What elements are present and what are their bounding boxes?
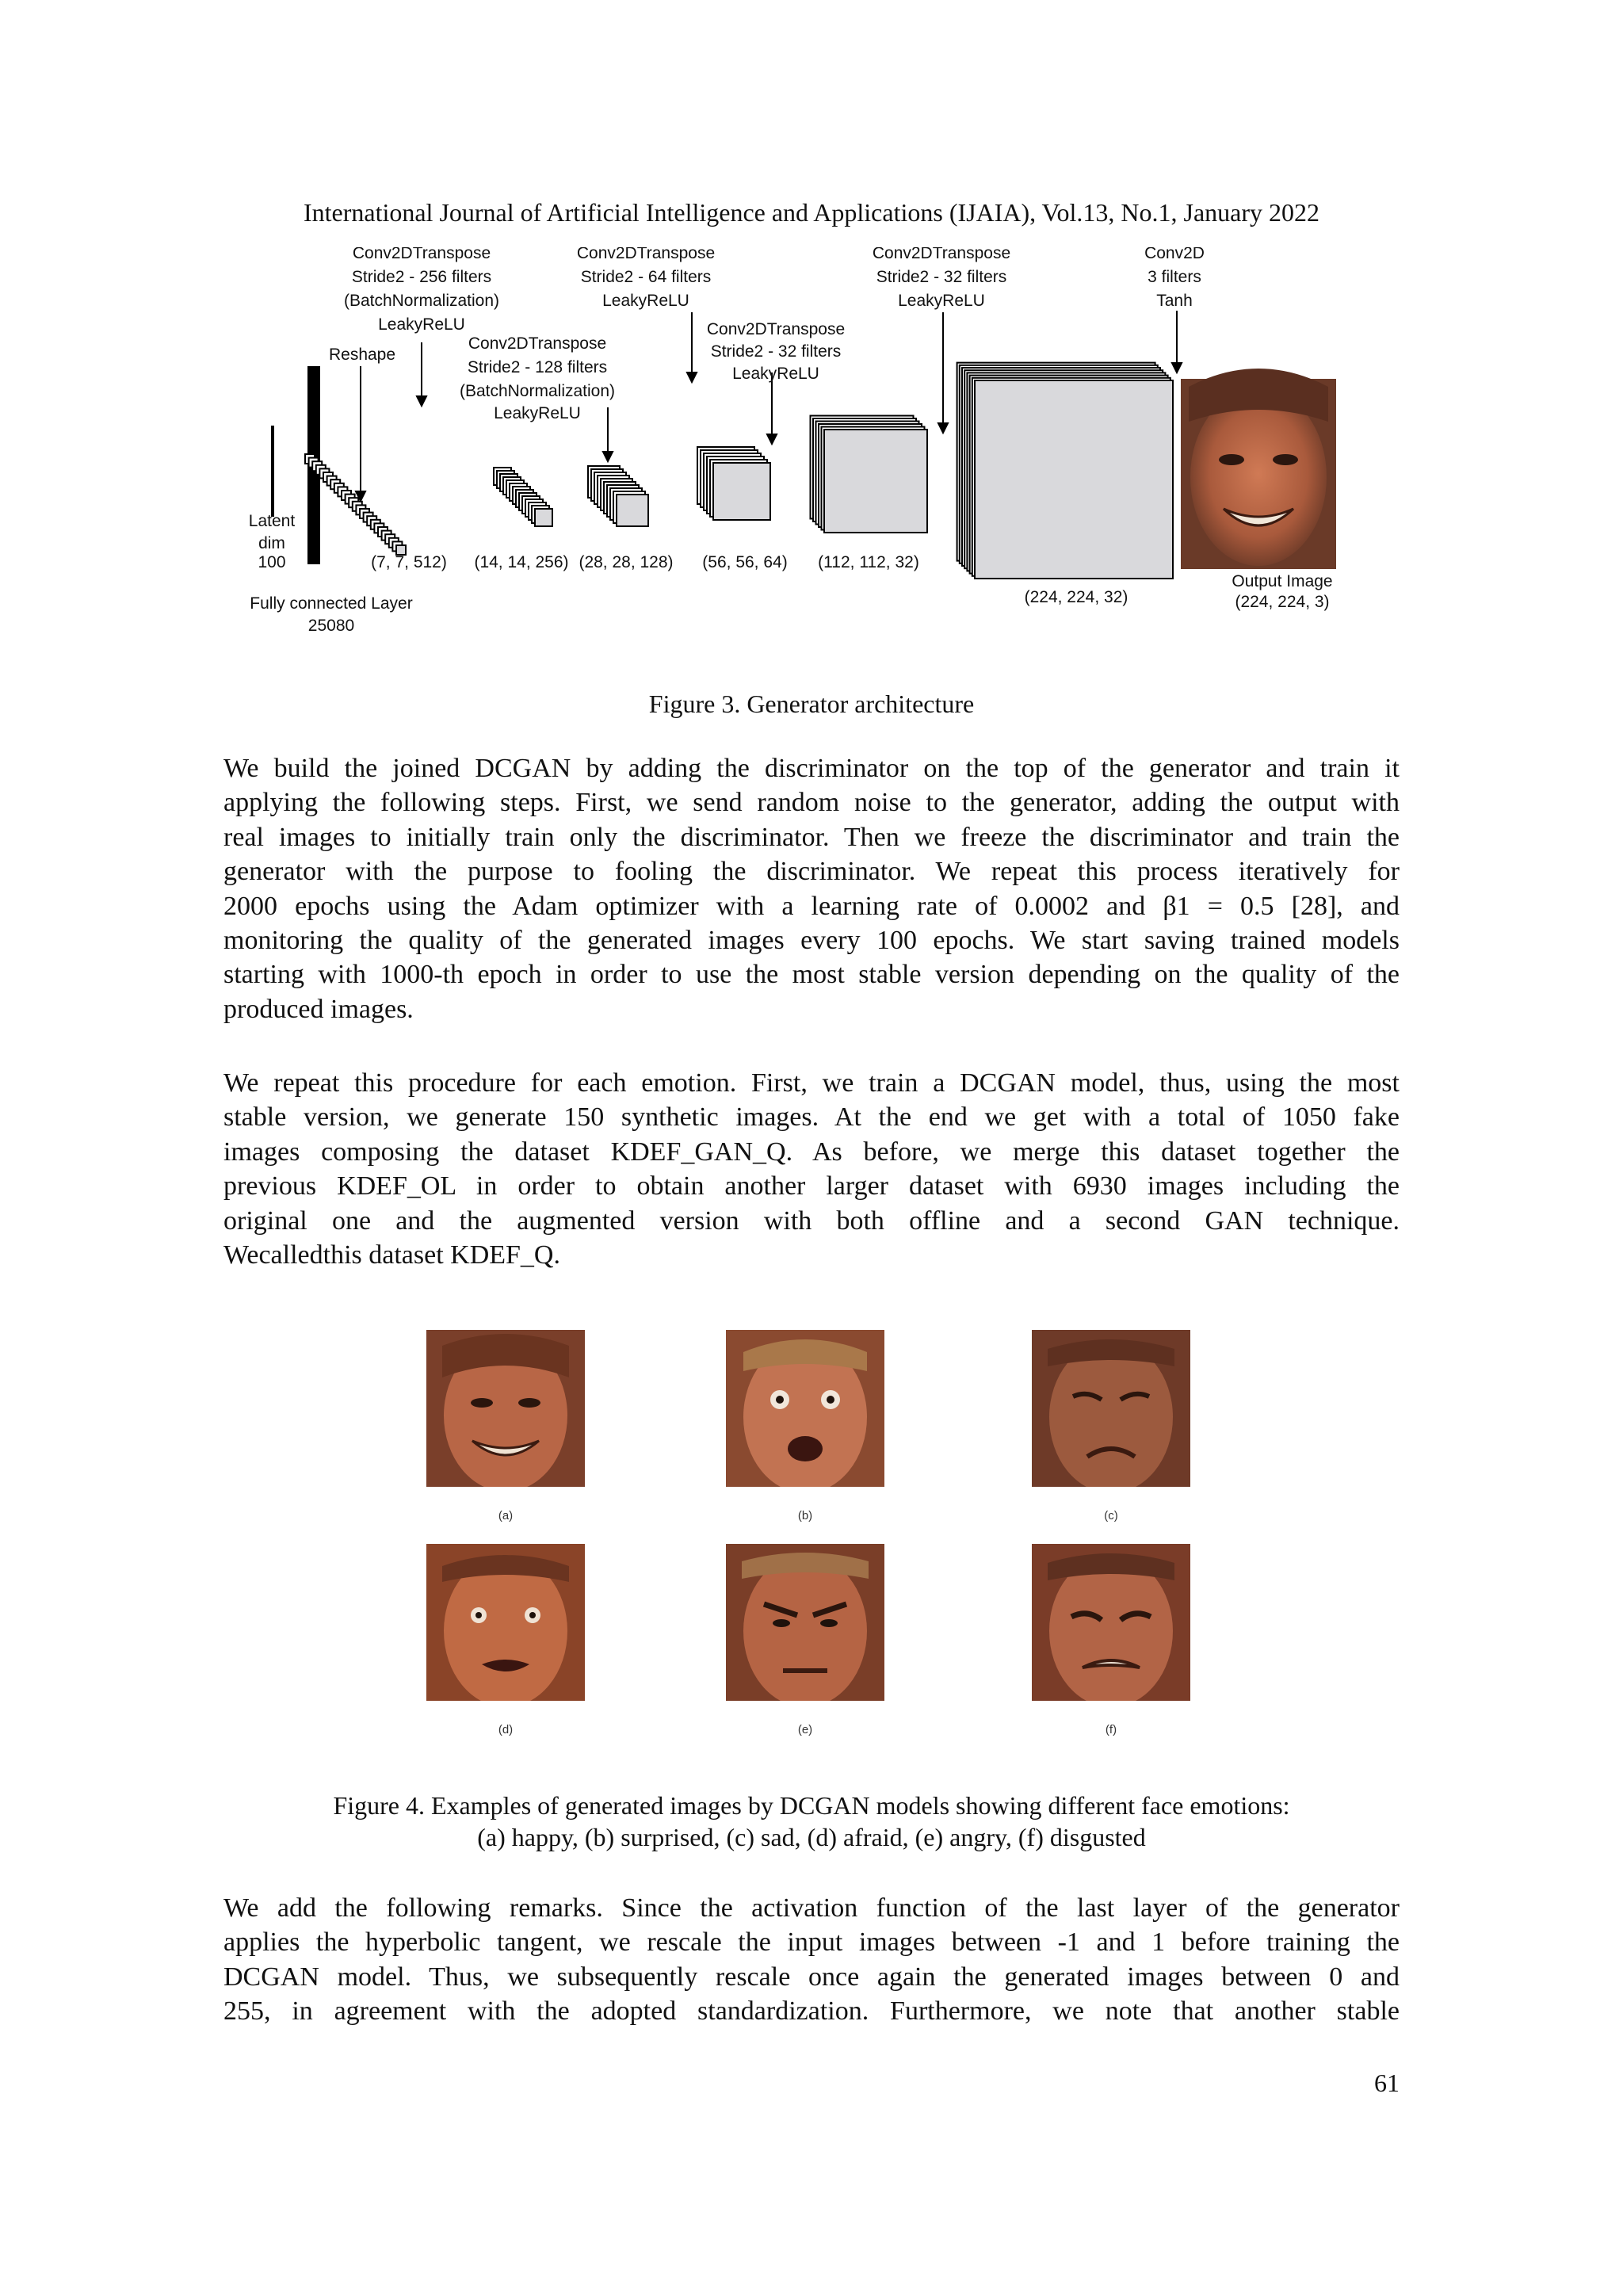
layer1-line-2: (BatchNormalization) <box>343 292 500 310</box>
para2-line: Wecalledthis dataset KDEF_Q. <box>223 1240 560 1270</box>
face-happy-image <box>426 1330 585 1487</box>
para1-line: starting with 1000-th epoch in order to use the most stable version depending on the quality of the <box>223 960 1400 990</box>
layer3-line-2: LeakyReLU <box>602 292 689 310</box>
fc-line-1: 25080 <box>307 617 355 635</box>
face-sad-image <box>1032 1330 1190 1487</box>
layer-14x14x256-stack <box>494 468 552 526</box>
layer-112x112x32-stack <box>811 416 928 533</box>
layer1-line-3: LeakyReLU <box>378 315 465 334</box>
face-cell-sad <box>1032 1330 1190 1522</box>
shape-label-4: (56, 56, 64) <box>702 553 788 571</box>
figure4-caption-line1: Figure 4. Examples of generated images by DCGAN models showing different face emotions: <box>333 1791 1290 1820</box>
layer3-line-1: Stride2 - 64 filters <box>580 268 712 286</box>
face-label-a: (a) <box>498 1509 514 1522</box>
face-cell-afraid <box>426 1544 585 1736</box>
figure4-caption-line2: (a) happy, (b) surprised, (c) sad, (d) afraid, (e) angry, (f) disgusted <box>477 1823 1146 1851</box>
feature-map-slice <box>535 509 552 526</box>
page-number: 61 <box>1374 2069 1400 2097</box>
shape-label-2: (14, 14, 256) <box>474 553 569 571</box>
para1-line: We build the joined DCGAN by adding the discriminator on the top of the generator and train it <box>223 754 1400 783</box>
para2-line: We repeat this procedure for each emotion. First, we train a DCGAN model, thus, using the most <box>223 1068 1400 1098</box>
layer2-line-1: Stride2 - 128 filters <box>467 358 608 376</box>
para1-line: applying the following steps. First, we send random noise to the generator, adding the output with <box>223 788 1400 818</box>
layer6-label <box>1144 247 1205 310</box>
face-cell-surprised <box>726 1330 884 1522</box>
layer4-line-2: LeakyReLU <box>732 365 819 383</box>
layer1-line-1: Stride2 - 256 filters <box>351 268 492 286</box>
shape-label-1: (7, 7, 512) <box>371 553 447 571</box>
face-cell-angry <box>726 1544 884 1736</box>
layer4-line-0: Conv2DTranspose <box>706 320 846 338</box>
para1-line: real images to initially train only the discriminator. Then we freeze the discriminator and train the <box>223 822 1400 852</box>
face-cell-disgusted <box>1032 1544 1190 1736</box>
layer6-line-1: 3 filters <box>1148 268 1201 286</box>
face-cell-happy <box>426 1330 585 1522</box>
latent-line-1: dim <box>258 534 285 552</box>
reshape-label: Reshape <box>328 346 396 364</box>
face-label-c: (c) <box>1104 1509 1118 1522</box>
para3-line: DCGAN model. Thus, we subsequently rescale once again the generated images between 0 and <box>223 1962 1400 1992</box>
para3-line: 255, in agreement with the adopted standardization. Furthermore, we note that another stable <box>223 1996 1400 2027</box>
feature-map-slice <box>824 430 927 533</box>
paragraph-2 <box>223 1066 1400 1272</box>
layer2-line-2: (BatchNormalization) <box>459 382 616 400</box>
para1-line: 2000 epochs using the Adam optimizer with a learning rate of 0.0002 and β1 = 0.5 [28], and <box>223 891 1400 921</box>
layer6-line-0: Conv2D <box>1144 247 1205 262</box>
layer5-label <box>873 247 1010 310</box>
feature-map-slice <box>617 495 648 526</box>
layer1-line-0: Conv2DTranspose <box>352 247 491 262</box>
face-label-b: (b) <box>797 1509 813 1522</box>
feature-map-slice <box>975 380 1173 579</box>
layer4-label <box>707 320 845 383</box>
face-disgusted-image <box>1032 1544 1190 1701</box>
layer2-line-3: LeakyReLU <box>494 404 581 422</box>
layer2-line-0: Conv2DTranspose <box>468 334 607 353</box>
face-label-d: (d) <box>498 1723 514 1736</box>
layer5-line-0: Conv2DTranspose <box>872 247 1011 262</box>
output-line-0: Output Image <box>1232 572 1333 590</box>
output-line-1: (224, 224, 3) <box>1235 593 1330 611</box>
figure3-caption: Figure 3. Generator architecture <box>648 690 975 718</box>
shape-label-5: (112, 112, 32) <box>818 553 919 571</box>
latent-line-2: 100 <box>258 553 286 571</box>
layer5-line-2: LeakyReLU <box>898 292 985 310</box>
para2-line: images composing the dataset KDEF_GAN_Q. As before, we merge this dataset together the <box>223 1137 1400 1167</box>
layer4-line-1: Stride2 - 32 filters <box>710 342 842 361</box>
layer-56x56x64-stack <box>697 447 770 520</box>
layer5-line-1: Stride2 - 32 filters <box>876 268 1007 286</box>
para1-line: monitoring the quality of the generated images every 100 epochs. We start saving trained models <box>223 925 1400 955</box>
para2-line: stable version, we generate 150 synthetic images. At the end we get with a total of 1050 fake <box>223 1102 1400 1133</box>
layer1-label <box>344 247 499 334</box>
face-label-e: (e) <box>797 1723 813 1736</box>
output-label <box>1232 572 1332 611</box>
shape-label-6: (224, 224, 32) <box>1024 588 1128 606</box>
shape-label-3: (28, 28, 128) <box>579 553 674 571</box>
face-surprised-image <box>726 1330 884 1487</box>
layer-7x7x512-stack <box>305 454 406 555</box>
layer2-label <box>460 334 615 422</box>
para1-line: generator with the purpose to fooling the discriminator. We repeat this process iteratively for <box>223 857 1400 887</box>
latent-label <box>249 512 296 571</box>
running-header: International Journal of Artificial Intelligence and Applications (IJAIA), Vol.13, No.1, January 2022 <box>303 198 1320 227</box>
face-label-f: (f) <box>1105 1723 1117 1736</box>
para2-line: original one and the augmented version with both offline and a second GAN technique. <box>223 1205 1400 1236</box>
generated-faces-grid <box>420 1324 1212 1752</box>
layer-224x224x32-stack <box>957 363 1173 579</box>
face-angry-image <box>726 1544 884 1701</box>
face-afraid-image <box>426 1544 585 1701</box>
generator-architecture-diagram <box>238 247 1363 644</box>
para1-line: produced images. <box>223 994 414 1024</box>
layer3-label <box>577 247 715 310</box>
para2-line: previous KDEF_OL in order to obtain another larger dataset with 6930 images including the <box>223 1171 1400 1201</box>
layer-28x28x128-stack <box>588 466 648 526</box>
output-face-image <box>1181 369 1336 569</box>
fc-line-0: Fully connected Layer <box>250 594 413 613</box>
latent-line-0: Latent <box>248 512 296 530</box>
layer3-line-0: Conv2DTranspose <box>576 247 716 262</box>
layer6-line-2: Tanh <box>1156 292 1193 310</box>
paragraph-3 <box>223 1891 1400 2029</box>
paragraph-1 <box>223 751 1400 1026</box>
feature-map-slice <box>713 463 770 520</box>
fc-label <box>250 594 412 635</box>
para3-line: We add the following remarks. Since the activation function of the last layer of the generator <box>223 1893 1400 1923</box>
para3-line: applies the hyperbolic tangent, we rescale the input images between -1 and 1 before training the <box>223 1927 1400 1958</box>
